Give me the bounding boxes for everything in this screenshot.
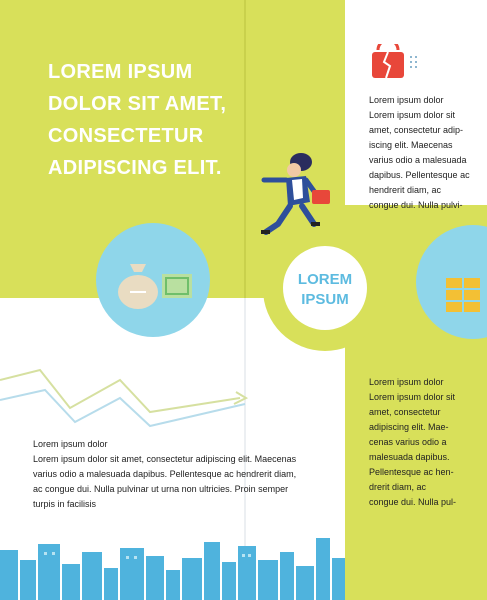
text-line: Pellentesque ac hen- xyxy=(369,467,454,477)
top-right-text xyxy=(369,93,474,213)
text-line: amet, consectetur adip- xyxy=(369,125,464,135)
bottom-right-text xyxy=(369,375,474,510)
text-line: Lorem ipsum dolor xyxy=(369,95,444,105)
text-line: cenas varius odio a xyxy=(369,437,447,447)
text-line: hendrerit diam, ac xyxy=(369,185,442,195)
headline-line: LOREM IPSUM xyxy=(48,61,193,83)
badge-line: LOREM xyxy=(297,271,353,288)
text-line: iscing elit. Maecenas xyxy=(369,140,453,150)
headline-line: CONSECTETUR xyxy=(48,125,204,147)
text-line: ac congue dui. Nulla pulvinar ut urna non ultricies. Proin semper xyxy=(33,484,289,494)
text-line: Lorem ipsum dolor xyxy=(369,377,444,387)
text-line: congue dui. Nulla pulvi- xyxy=(369,200,463,210)
bottom-left-text xyxy=(33,437,313,512)
headline-line: DOLOR SIT AMET, xyxy=(48,93,227,115)
shopping-bag-icon xyxy=(370,44,426,80)
text-line: drerit diam, ac xyxy=(369,482,427,492)
text-line: Lorem ipsum dolor xyxy=(33,439,108,449)
trend-arrow-graphic xyxy=(0,360,250,440)
text-line: varius odio a malesuada xyxy=(369,155,467,165)
text-line: amet, consectetur xyxy=(369,407,441,417)
city-skyline-graphic xyxy=(0,534,345,600)
banknote-icon xyxy=(160,270,196,302)
text-line: dapibus. Pellentesque ac xyxy=(369,170,470,180)
text-line: varius odio a malesuada dapibus. Pellentesque ac hendrerit diam, xyxy=(33,469,297,479)
text-line: Lorem ipsum dolor sit amet, consectetur adipiscing elit. Maecenas xyxy=(33,454,297,464)
text-line: congue dui. Nulla pul- xyxy=(369,497,457,507)
text-line: Lorem ipsum dolor sit xyxy=(369,110,456,120)
text-line: Lorem ipsum dolor sit xyxy=(369,392,456,402)
headline-line: ADIPISCING ELIT. xyxy=(48,157,222,179)
text-line: turpis in facilisis xyxy=(33,499,97,509)
text-line: adipiscing elit. Mae- xyxy=(369,422,449,432)
headline xyxy=(48,56,248,184)
text-line: malesuada dapibus. xyxy=(369,452,450,462)
coin-stack-icon xyxy=(444,276,484,322)
badge-text xyxy=(283,270,367,310)
badge-line: IPSUM xyxy=(301,291,349,308)
